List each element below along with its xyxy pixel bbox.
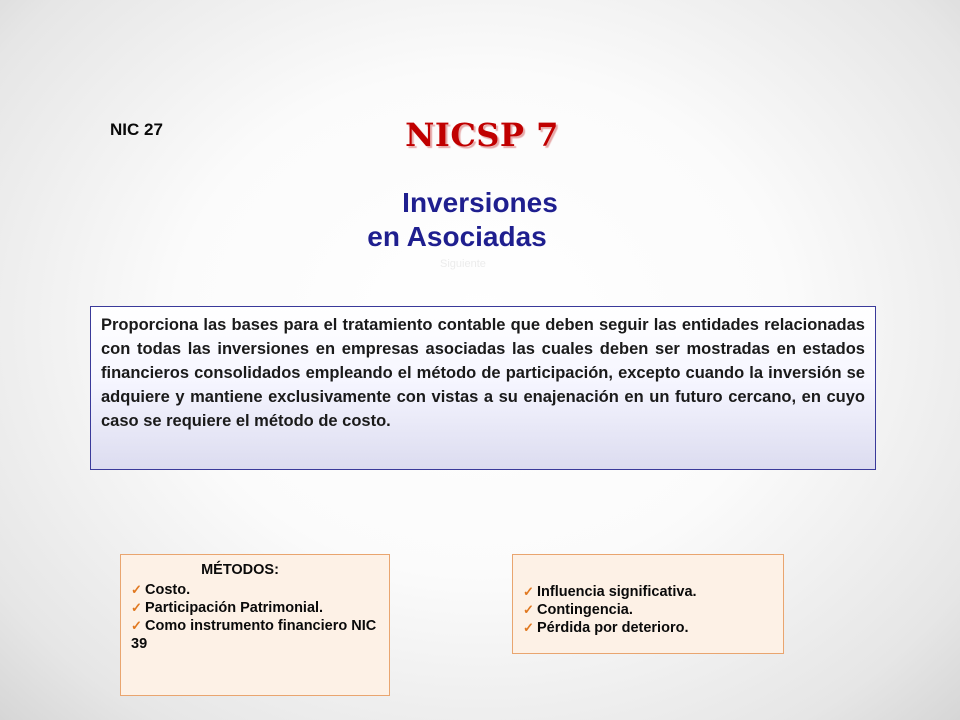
factors-list (523, 583, 773, 637)
faint-caption: Siguiente (440, 258, 486, 270)
description-text: Proporciona las bases para el tratamiento contable que deben seguir las entidades relacionadas con todas las inversiones en empresas asociadas las cuales deben ser mostradas en estados financieros consolidados empleando el método de participación, excepto cuando la inversión se adquiere y mantiene exclusivamente con vistas a su enajenación en un futuro cercano, en cuyo caso se requiere el método de costo. (101, 316, 865, 430)
checkmark-icon: ✓ (523, 620, 534, 635)
description-box (90, 306, 876, 470)
factors-box (512, 554, 784, 654)
methods-list (131, 581, 379, 653)
checkmark-icon: ✓ (131, 618, 142, 633)
checkmark-icon: ✓ (523, 602, 534, 617)
list-item (131, 599, 379, 617)
methods-box (120, 554, 390, 696)
method-item-equity: Participación Patrimonial. (145, 600, 324, 616)
checkmark-icon: ✓ (131, 600, 142, 615)
list-item (523, 619, 773, 637)
slide-subtitle (340, 186, 620, 254)
subtitle-line-2: en Asociadas (367, 221, 547, 252)
list-item (131, 581, 379, 599)
factor-item-impairment: Pérdida por deterioro. (537, 620, 689, 636)
factor-item-influence: Influencia significativa. (537, 584, 697, 600)
checkmark-icon: ✓ (523, 584, 534, 599)
method-item-instrument: Como instrumento financiero NIC 39 (131, 618, 377, 652)
methods-heading: MÉTODOS: (201, 562, 279, 578)
list-item (523, 601, 773, 619)
method-item-cost: Costo. (145, 582, 191, 598)
subtitle-line-1: Inversiones (402, 187, 558, 218)
factor-item-contingency: Contingencia. (537, 602, 633, 618)
nic-reference-label: NIC 27 (110, 120, 163, 139)
list-item (131, 617, 379, 653)
slide-title: NICSP 7 (405, 116, 559, 154)
list-item (523, 583, 773, 601)
checkmark-icon: ✓ (131, 582, 142, 597)
